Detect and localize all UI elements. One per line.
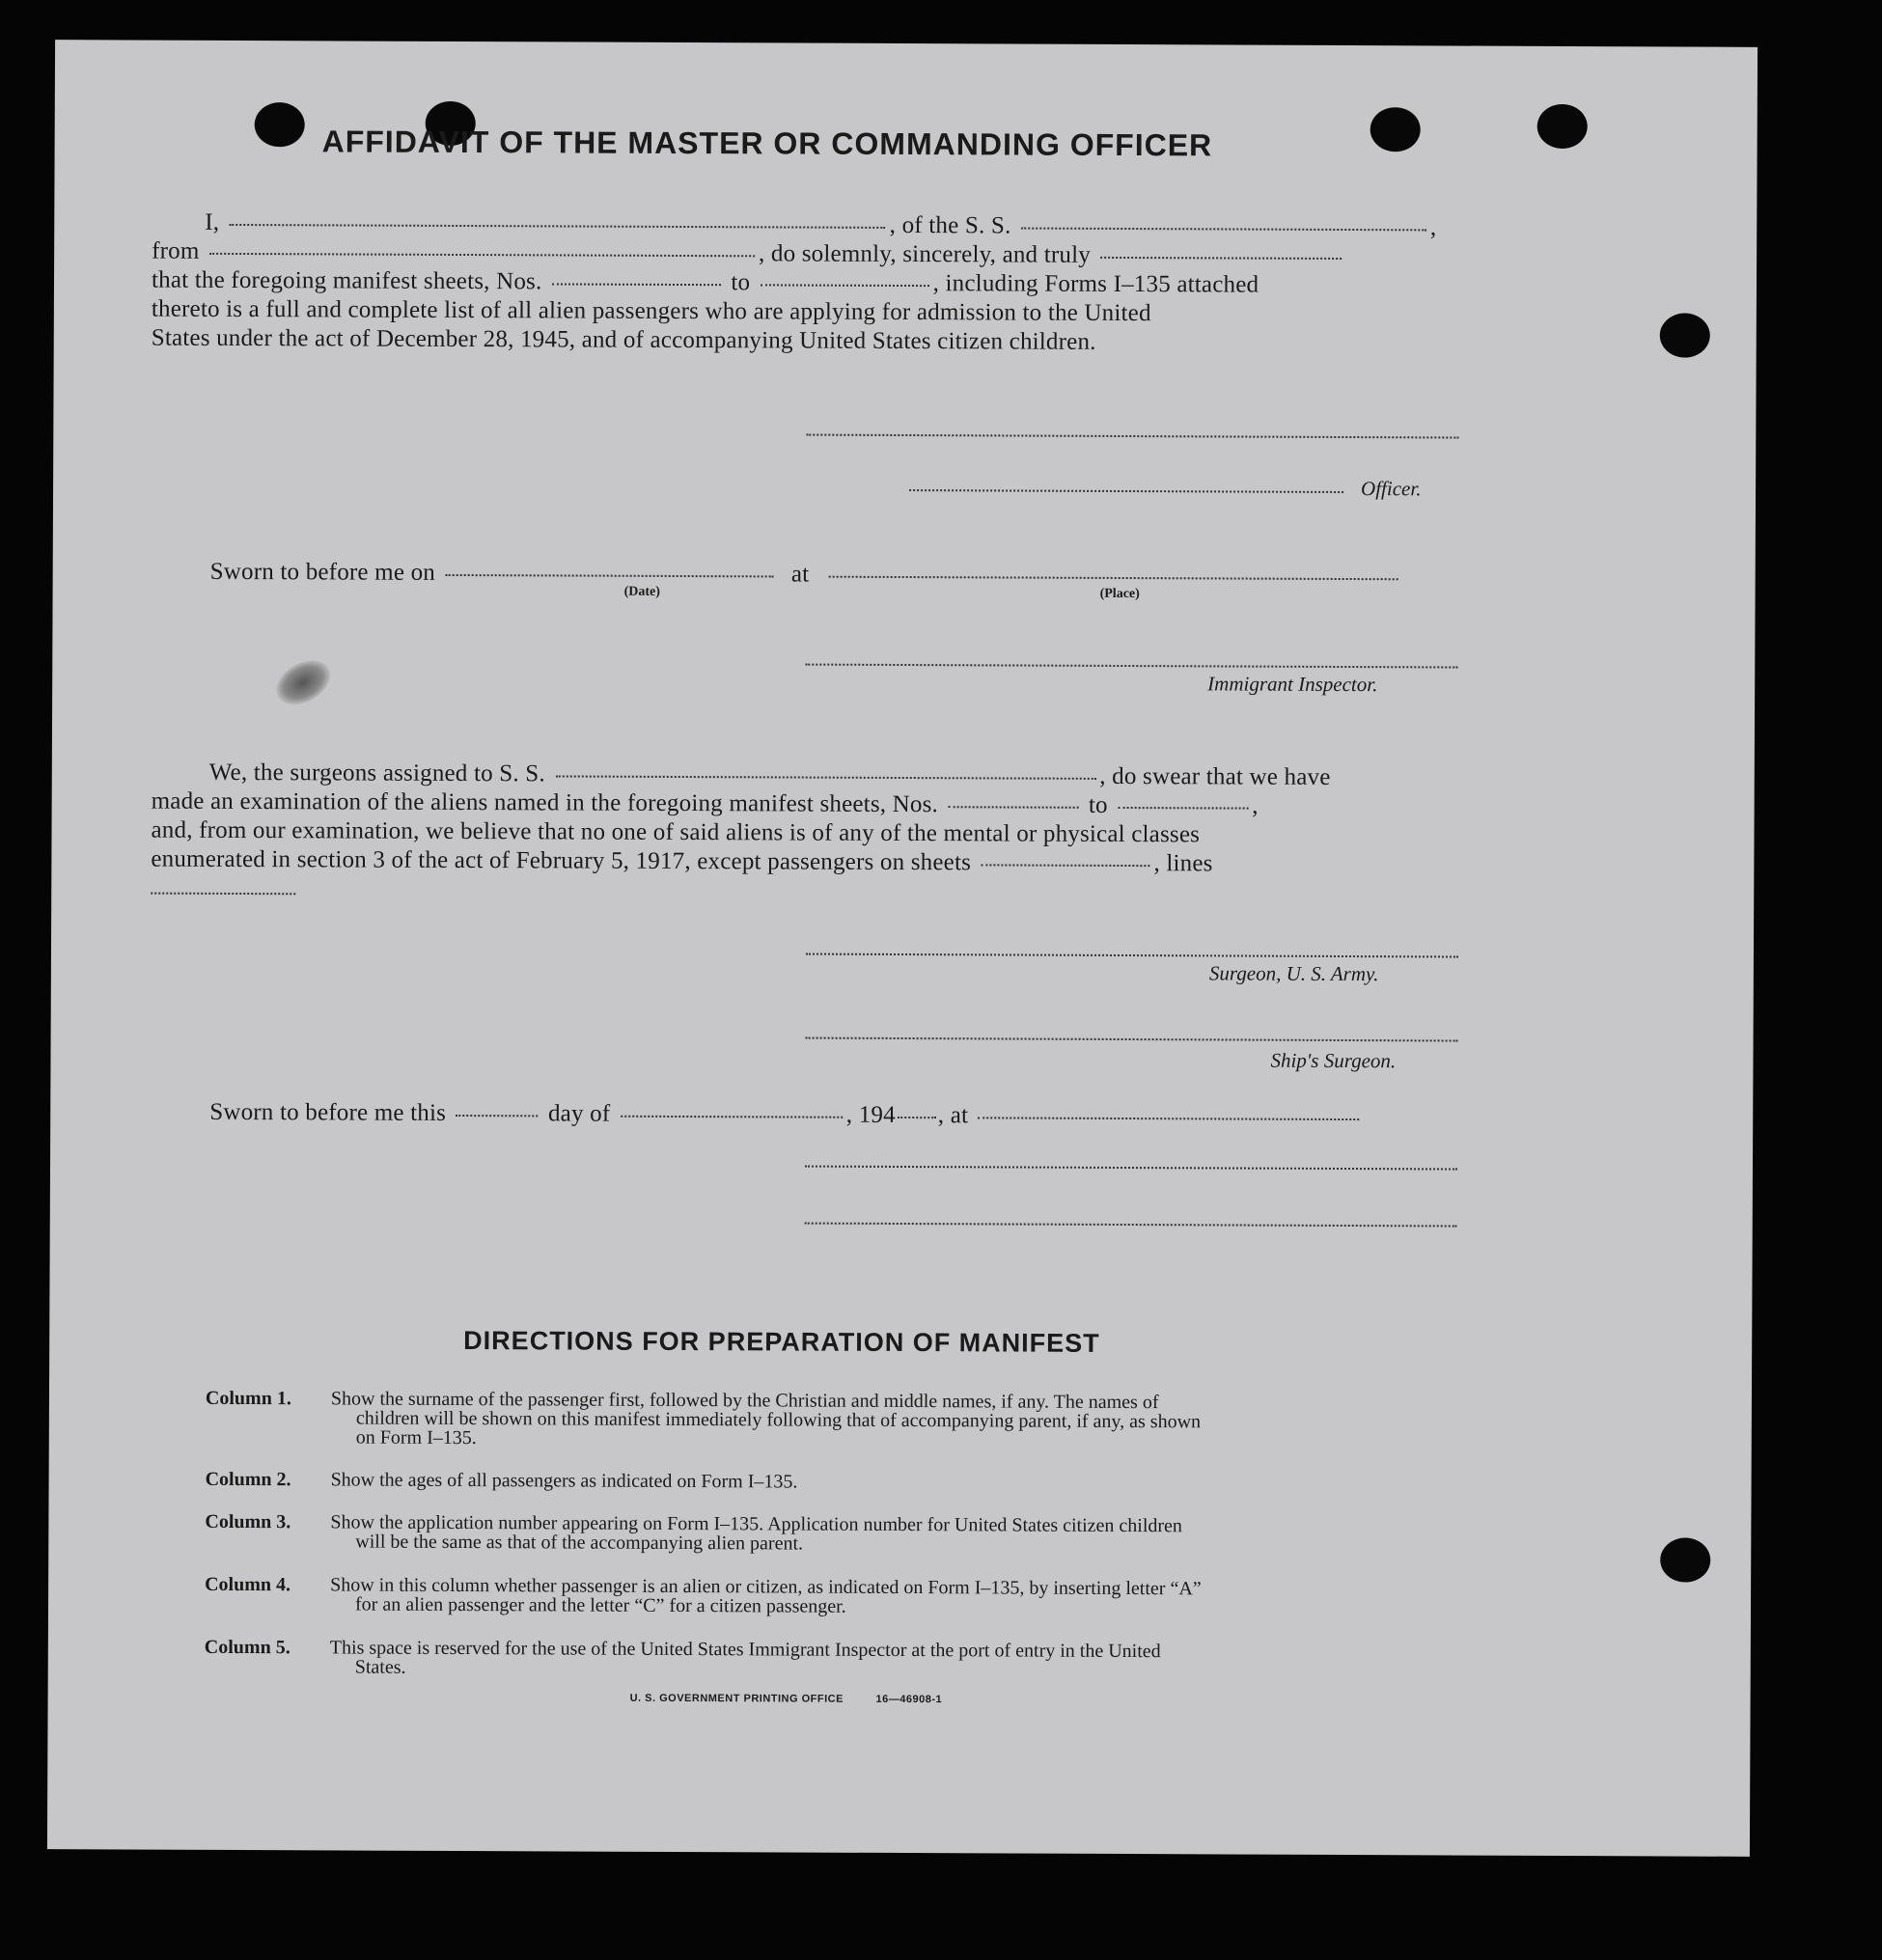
except-sheets-field[interactable] [981, 863, 1149, 867]
inspector-signature-line-2[interactable] [805, 1166, 1457, 1171]
army-surgeon-label: Surgeon, U. S. Army. [1208, 961, 1379, 986]
surgeons-line-2: made an examination of the aliens named in the foregoing manifest sheets, Nos. to , [151, 787, 1259, 819]
page-title: AFFIDAVIT OF THE MASTER OR COMMANDING OFFICER [321, 124, 1213, 163]
direction-column-4: Column 4. Show in this column whether passenger is an alien or citizen, as indicated on Form I–135, by inserting letter “A” for an alien passenger and the letter “C” for a citizen passenger. [205, 1573, 1202, 1617]
affidavit-line-2: from , do solemnly, sincerely, and truly [152, 238, 1345, 270]
ship-surgeon-signature-line[interactable] [806, 1037, 1458, 1042]
day-field[interactable] [457, 1114, 539, 1117]
form-page [47, 40, 1757, 1857]
ink-smudge [268, 651, 338, 714]
inspector-signature-line-3[interactable] [805, 1223, 1457, 1228]
punch-hole [1660, 1537, 1710, 1582]
sworn-line-1: Sworn to before me on at [210, 559, 1402, 591]
officer-signature-line[interactable] [909, 489, 1343, 493]
affidavit-line-4: thereto is a full and complete list of all alien passengers who are applying for admission to the United [151, 295, 1151, 327]
ship-field[interactable] [1021, 226, 1426, 231]
direction-column-3: Column 3. Show the application number appearing on Form I–135. Application number for United States citizen children will be the same as that of the accompanying alien parent. [205, 1510, 1183, 1555]
surgeons-line-4: enumerated in section 3 of the act of February 5, 1917, except passengers on sheets , lines [151, 845, 1213, 877]
sheets-from-field[interactable] [552, 282, 721, 286]
affidavit-line-5: States under the act of December 28, 1945, and of accompanying United States citizen children. [151, 324, 1096, 355]
sworn-place-field[interactable] [979, 1116, 1360, 1120]
name-field[interactable] [230, 223, 886, 229]
surgeons-line-1: We, the surgeons assigned to S. S. , do swear that we have [208, 759, 1331, 790]
place-caption: (Place) [1099, 586, 1140, 602]
signature-line[interactable] [806, 434, 1458, 439]
affidavit-line-3: that the foregoing manifest sheets, Nos. to , including Forms I–135 attached [151, 266, 1259, 298]
place-field[interactable] [829, 574, 1398, 580]
direction-column-2: Column 2. Show the ages of all passengers as indicated on Form I–135. [205, 1468, 798, 1493]
punch-hole [1370, 107, 1421, 152]
punch-hole [1660, 313, 1710, 357]
sheets-to-field[interactable] [761, 283, 929, 287]
surgeon-ship-field[interactable] [555, 774, 1095, 779]
truly-field[interactable] [1100, 256, 1342, 260]
sworn-line-2: Sworn to before me this day of , 194 , at [209, 1099, 1363, 1131]
punch-hole [1537, 104, 1588, 149]
month-field[interactable] [621, 1114, 843, 1118]
ship-surgeon-label: Ship's Surgeon. [1270, 1048, 1397, 1073]
lines-field[interactable] [151, 893, 295, 896]
surgeon-sheets-from-field[interactable] [948, 805, 1078, 809]
surgeon-sheets-to-field[interactable] [1118, 806, 1248, 810]
printer-imprint: U. S. GOVERNMENT PRINTING OFFICE 16—46908-1 [629, 1692, 943, 1706]
inspector-label: Immigrant Inspector. [1207, 672, 1378, 697]
directions-title: DIRECTIONS FOR PREPARATION OF MANIFEST [463, 1326, 1100, 1358]
surgeons-line-3: and, from our examination, we believe that no one of said aliens is of any of the mental or physical classes [151, 816, 1201, 848]
year-field[interactable] [898, 1116, 936, 1118]
date-field[interactable] [445, 573, 773, 577]
affidavit-line-1: I, , of the S. S. , [205, 208, 1437, 241]
inspector-signature-line[interactable] [805, 664, 1457, 669]
army-surgeon-signature-line[interactable] [806, 953, 1458, 958]
direction-column-5: Column 5. This space is reserved for the use of the United States Immigrant Inspector at the port of entry in the United States. [204, 1636, 1161, 1678]
officer-label: Officer. [1361, 477, 1422, 501]
date-caption: (Date) [623, 584, 660, 599]
from-field[interactable] [209, 252, 755, 257]
punch-hole [255, 102, 305, 147]
direction-column-1: Column 1. Show the surname of the passenger first, followed by the Christian and middle names, if any. The names of children will be shown on this manifest immediately following that of accompanying parent, if any, as shown on Form I–135. [205, 1387, 1202, 1449]
